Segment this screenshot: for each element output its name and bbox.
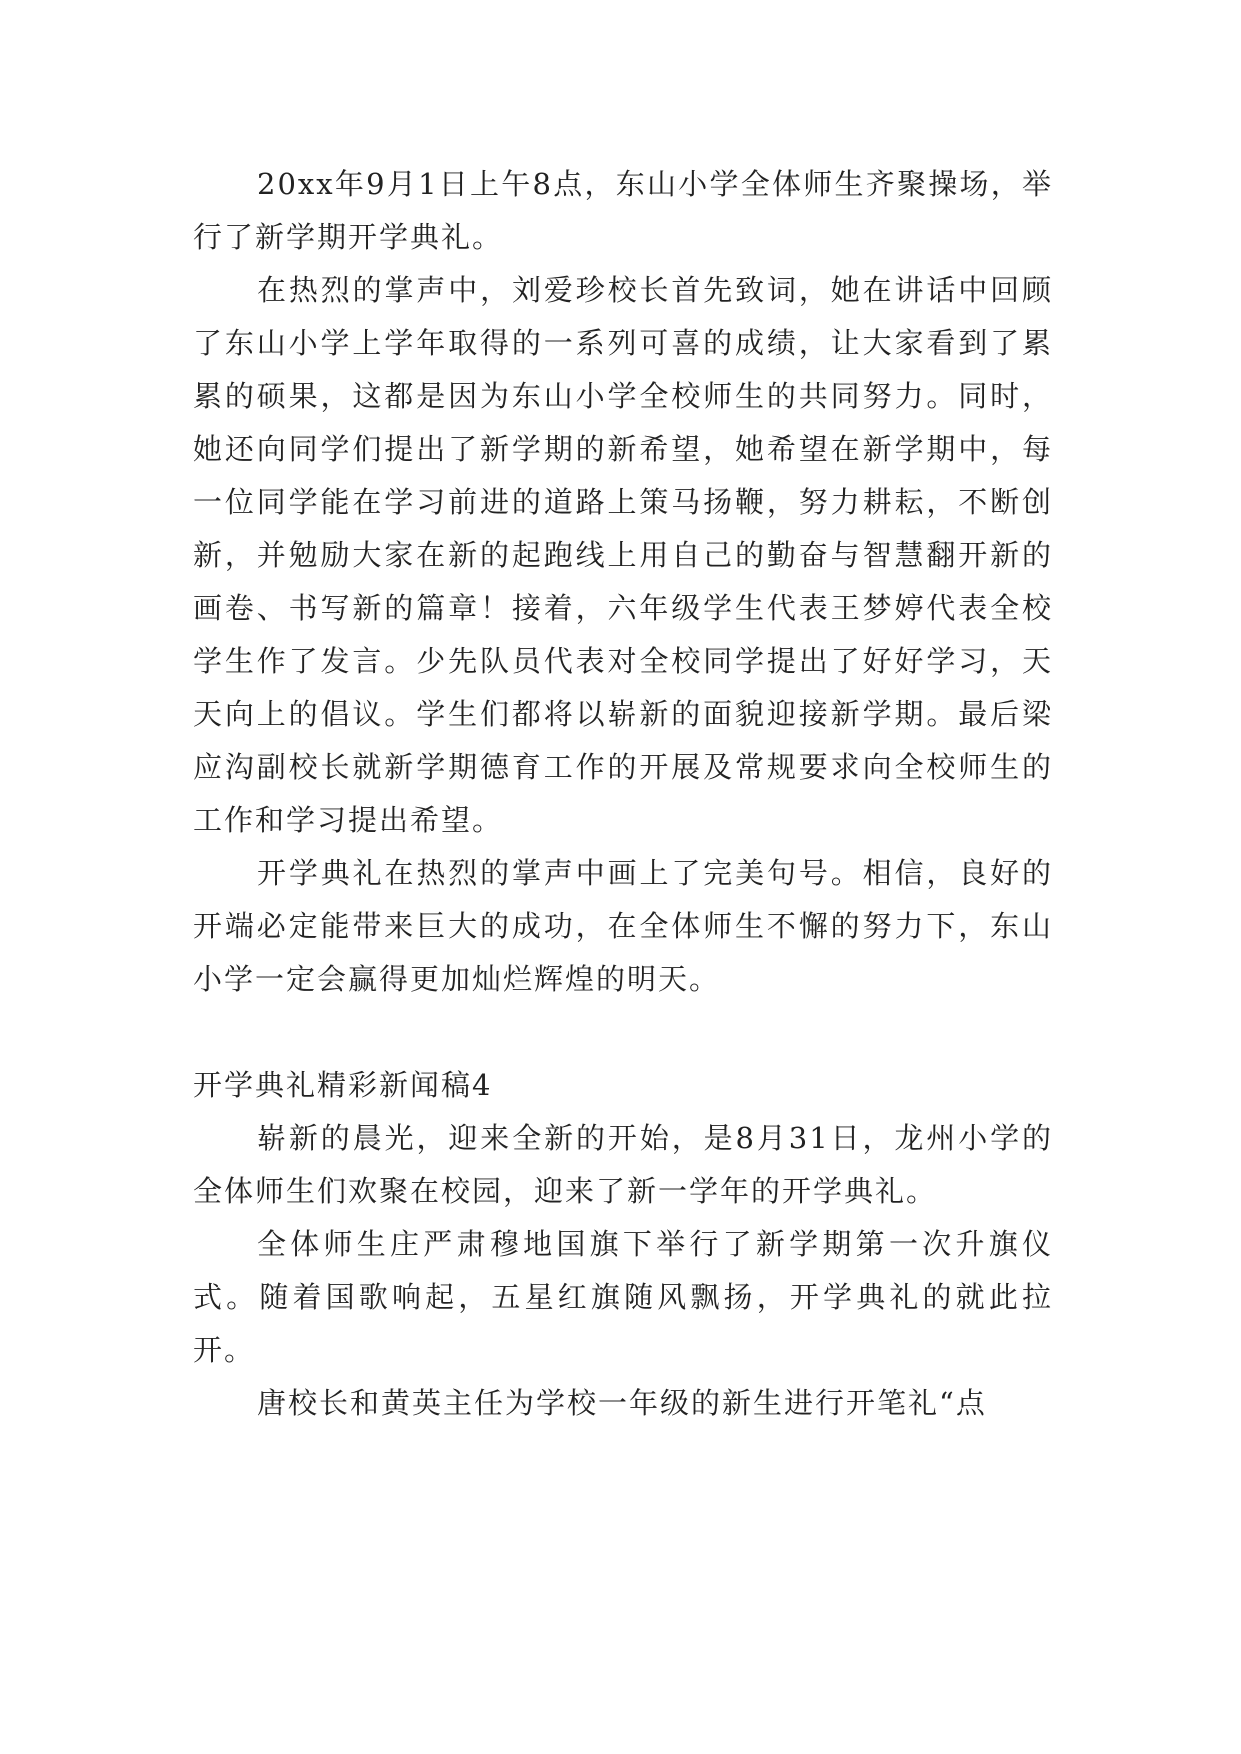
paragraph-closing: 开学典礼在热烈的掌声中画上了完美句号。相信，良好的开端必定能带来巨大的成功，在全体师生不懈的努力下，东山小学一定会赢得更加灿烂辉煌的明天。 [193, 856, 1053, 996]
section-title: 开学典礼精彩新闻稿4 [193, 1068, 493, 1102]
paragraph-principal-speech: 在热烈的掌声中，刘爱珍校长首先致词，她在讲话中回顾了东山小学上学年取得的一系列可喜的成绩，让大家看到了累累的硕果，这都是因为东山小学全校师生的共同努力。同时，她还向同学们提出了新学期的新希望，她希望在新学期中，每一位同学能在学习前进的道路上策马扬鞭，努力耕耘，不断创新，并勉励大家在新的起跑线上用自己的勤奋与智慧翻开新的画卷、书写新的篇章！接着，六年级学生代表王梦婷代表全校学生作了发言。少先队员代表对全校同学提出了好好学习，天天向上的倡议。学生们都将以崭新的面貌迎接新学期。最后梁应沟副校长就新学期德育工作的开展及常规要求向全校师生的工作和学习提出希望。 [193, 273, 1053, 837]
paragraph-writing-ceremony: 唐校长和黄英主任为学校一年级的新生进行开笔礼“点 [257, 1386, 987, 1420]
paragraph-flag-ceremony: 全体师生庄严肃穆地国旗下举行了新学期第一次升旗仪式。随着国歌响起，五星红旗随风飘扬，开学典礼的就此拉开。 [193, 1227, 1053, 1367]
paragraph-morning: 崭新的晨光，迎来全新的开始，是8月31日，龙州小学的全体师生们欢聚在校园，迎来了新一学年的开学典礼。 [193, 1121, 1053, 1208]
document-body [193, 158, 1053, 1430]
paragraph-opening: 20xx年9月1日上午8点，东山小学全体师生齐聚操场，举行了新学期开学典礼。 [193, 167, 1053, 254]
